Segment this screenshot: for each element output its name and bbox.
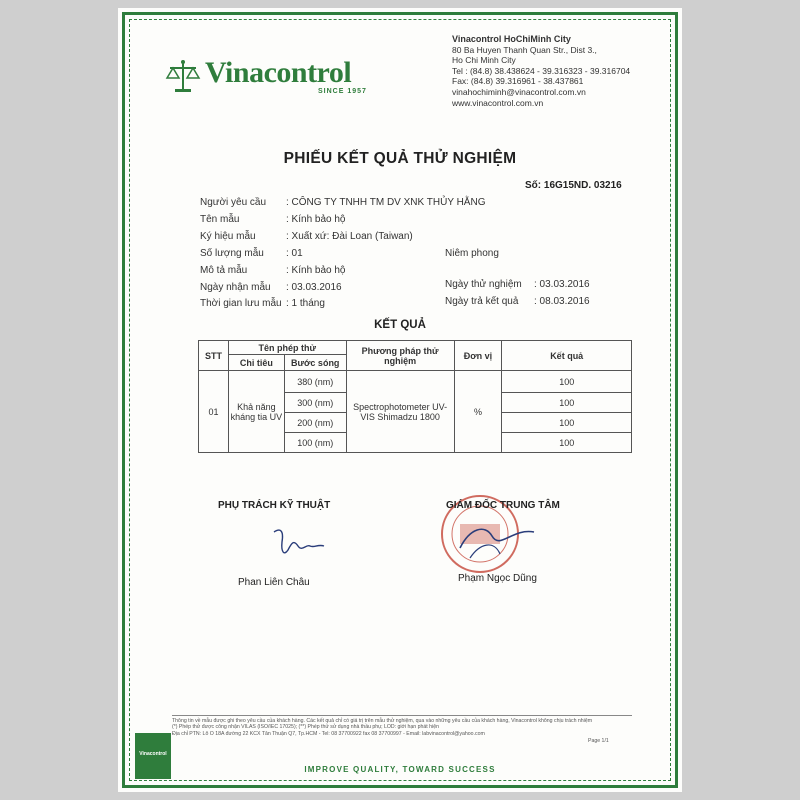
result-cell: 100: [502, 433, 632, 453]
footer-note: Địa chỉ PTN: Lô O 18A đường 22 KCX Tân Thuận Q7, Tp.HCM - Tel: 08 37700922 fax 08 37700997 - Email: labvinacontrol@yahoo.com: [172, 730, 485, 737]
sample-code-value: : Xuất xứ: Đài Loan (Taiwan): [286, 231, 413, 242]
signature-left-icon: [268, 522, 338, 562]
result-cell: 100: [502, 413, 632, 433]
table-row: [199, 371, 632, 393]
scales-logo-icon: [165, 58, 201, 94]
result-cell: 100: [502, 393, 632, 413]
sample-name-value: : Kính bảo hộ: [286, 214, 346, 225]
unit-cell: %: [454, 371, 502, 453]
badge-text: Vinacontrol: [139, 751, 167, 757]
received-date-value: : 03.03.2016: [286, 282, 342, 293]
brand-logo: Vinacontrol: [205, 56, 352, 89]
wavelength-cell: 300 (nm): [284, 393, 346, 413]
description-label: Mô tả mẫu: [200, 265, 248, 276]
document-number: Số: 16G15ND. 03216: [525, 180, 622, 191]
header-wavelength: Bước sóng: [284, 355, 346, 371]
footer-notes: [172, 718, 632, 737]
quantity-label: Số lượng mẫu: [200, 248, 264, 259]
criterion-cell: Khả năng kháng tia UV: [228, 371, 284, 453]
requester-label: Người yêu cầu: [200, 197, 267, 208]
header-stt: STT: [199, 341, 229, 371]
method-cell: Spectrophotometer UV-VIS Shimadzu 1800: [346, 371, 454, 453]
storage-value: : 1 tháng: [286, 298, 325, 309]
received-date-label: Ngày nhận mẫu: [200, 282, 271, 293]
sample-code-label: Ký hiệu mẫu: [200, 231, 256, 242]
address-line: Ho Chi Minh City: [452, 55, 516, 66]
wavelength-cell: 100 (nm): [284, 433, 346, 453]
wavelength-cell: 380 (nm): [284, 371, 346, 393]
seal-label: Niêm phong: [445, 248, 499, 259]
header-result: Kết quả: [502, 341, 632, 371]
test-date-label: Ngày thử nghiệm: [445, 279, 522, 290]
brand-since: SINCE 1957: [318, 88, 367, 95]
office-address: [452, 34, 677, 108]
document-title: PHIẾU KẾT QUẢ THỬ NGHIỆM: [283, 150, 517, 167]
footer-divider: [172, 715, 632, 716]
return-date-value: : 08.03.2016: [534, 296, 590, 307]
result-cell: 100: [502, 371, 632, 393]
footer-note: Thông tin về mẫu được ghi theo yêu cầu của khách hàng. Các kết quả chỉ có giá trị trên mẫu thử nghiệm, qua vào những yêu cầu của khách hàng, Vinacontrol không chịu trách nhiệm: [172, 718, 593, 724]
office-fax: Fax: (84.8) 39.316961 - 38.437861: [452, 76, 584, 87]
header-criterion: Chỉ tiêu: [228, 355, 284, 371]
page-number: Page 1/1: [588, 738, 609, 744]
office-tel: Tel : (84.8) 38.438624 - 39.316323 - 39.316704: [452, 65, 631, 76]
description-value: : Kính bảo hộ: [286, 265, 346, 276]
requester-value: : CÔNG TY TNHH TM DV XNK THỦY HẰNG: [286, 197, 486, 208]
results-table: [198, 340, 632, 453]
office-website: www.vinacontrol.com.vn: [452, 97, 544, 108]
technical-manager-name: Phan Liên Châu: [238, 577, 310, 588]
test-date-value: : 03.03.2016: [534, 279, 590, 290]
office-email: vinahochiminh@vinacontrol.com.vn: [452, 86, 586, 97]
header-test-name: Tên phép thử: [228, 341, 346, 355]
footer-note: (*) Phép thử được công nhận VILAS (ISO/IEC 17025); (**) Phép thử sử dụng nhà thầu phụ; LOD: giới hạn phát hiện: [172, 724, 439, 731]
header-method: Phương pháp thử nghiệm: [346, 341, 454, 371]
slogan: IMPROVE QUALITY, TOWARD SUCCESS: [304, 765, 496, 774]
quantity-value: : 01: [286, 248, 303, 259]
wavelength-cell: 200 (nm): [284, 413, 346, 433]
director-role: GIÁM ĐỐC TRUNG TÂM: [446, 500, 560, 511]
technical-manager-role: PHỤ TRÁCH KỸ THUẬT: [218, 500, 331, 511]
office-name: Vinacontrol HoChiMinh City: [452, 34, 571, 44]
sample-name-label: Tên mẫu: [200, 214, 240, 225]
stt-cell: 01: [199, 371, 229, 453]
address-line: 80 Ba Huyen Thanh Quan Str., Dist 3.,: [452, 44, 597, 55]
header-unit: Đơn vị: [454, 341, 502, 371]
return-date-label: Ngày trả kết quả: [445, 296, 519, 307]
results-title: KẾT QUẢ: [374, 319, 426, 331]
storage-label: Thời gian lưu mẫu: [200, 298, 282, 309]
director-name: Phạm Ngọc Dũng: [458, 573, 537, 584]
